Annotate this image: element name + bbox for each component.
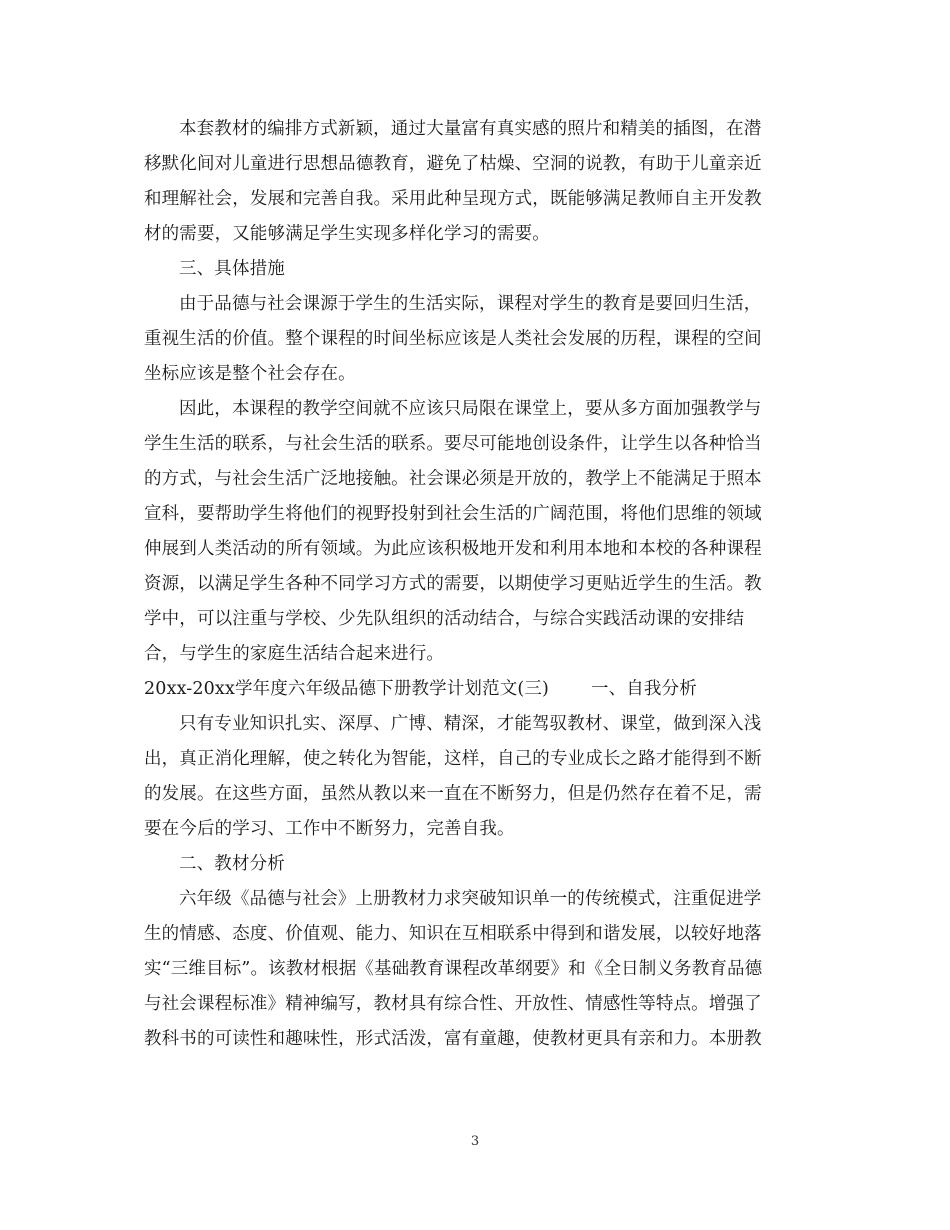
section-heading-row xyxy=(144,672,804,707)
text-line: 教科书的可读性和趣味性，形式活泼，富有童趣，使教材更具有亲和力。本册教 xyxy=(144,1029,762,1049)
text-line: 材的需要，又能够满足学生实现多样化学习的需要。 xyxy=(144,224,550,244)
paragraph-block-before xyxy=(144,112,804,672)
text-line: 二、教材分析 xyxy=(179,854,285,874)
paragraph-block-after xyxy=(144,707,804,1057)
text-line: 要在今后的学习、工作中不断努力，完善自我。 xyxy=(144,819,515,839)
text-line: 出，真正消化理解，使之转化为智能，这样，自己的专业成长之路才能得到不断 xyxy=(144,749,762,769)
text-line: 三、具体措施 xyxy=(179,259,285,279)
text-line: 重视生活的价值。整个课程的时间坐标应该是人类社会发展的历程，课程的空间 xyxy=(144,329,762,349)
text-line: 的方式，与社会生活广泛地接触。社会课必须是开放的，教学上不能满足于照本 xyxy=(144,469,762,489)
section-heading: 一、自我分析 xyxy=(590,679,697,699)
text-line: 与社会课程标准》精神编写，教材具有综合性、开放性、情感性等特点。增强了 xyxy=(144,994,762,1014)
text-line: 坐标应该是整个社会存在。 xyxy=(144,364,356,384)
page-number: 3 xyxy=(470,1134,480,1149)
text-line: 和理解社会，发展和完善自我。采用此种呈现方式，既能够满足教师自主开发教 xyxy=(144,189,762,209)
text-line: 伸展到人类活动的所有领域。为此应该积极地开发和利用本地和本校的各种课程 xyxy=(144,539,762,559)
text-line: 本套教材的编排方式新颖，通过大量富有真实感的照片和精美的插图，在潜 xyxy=(179,119,762,139)
text-line: 因此，本课程的教学空间就不应该只局限在课堂上，要从多方面加强教学与 xyxy=(179,399,762,419)
text-line: 学中，可以注重与学校、少先队组织的活动结合，与综合实践活动课的安排结 xyxy=(144,609,745,629)
text-line: 移默化间对儿童进行思想品德教育，避免了枯燥、空洞的说教，有助于儿童亲近 xyxy=(144,154,762,174)
text-line: 只有专业知识扎实、深厚、广博、精深，才能驾驭教材、课堂，做到深入浅 xyxy=(179,714,762,734)
document-body xyxy=(144,112,804,1057)
text-line: 的发展。在这些方面，虽然从教以来一直在不断努力，但是仍然存在着不足，需 xyxy=(144,784,762,804)
text-line: 宣科，要帮助学生将他们的视野投射到社会生活的广阔范围，将他们思维的领域 xyxy=(144,504,762,524)
document-title: 20xx-20xx学年度六年级品德下册教学计划范文(三) xyxy=(144,679,549,699)
text-line: 六年级《品德与社会》上册教材力求突破知识单一的传统模式，注重促进学 xyxy=(179,889,762,909)
text-line: 生的情感、态度、价值观、能力、知识在互相联系中得到和谐发展，以较好地落 xyxy=(144,924,762,944)
text-line: 学生生活的联系，与社会生活的联系。要尽可能地创设条件，让学生以各种恰当 xyxy=(144,434,762,454)
text-line: 实“三维目标”。该教材根据《基础教育课程改革纲要》和《全日制义务教育品德 xyxy=(144,959,763,979)
text-line: 合，与学生的家庭生活结合起来进行。 xyxy=(144,644,445,664)
text-line: 由于品德与社会课源于学生的生活实际，课程对学生的教育是要回归生活， xyxy=(179,294,762,314)
text-line: 资源，以满足学生各种不同学习方式的需要，以期使学习更贴近学生的生活。教 xyxy=(144,574,762,594)
